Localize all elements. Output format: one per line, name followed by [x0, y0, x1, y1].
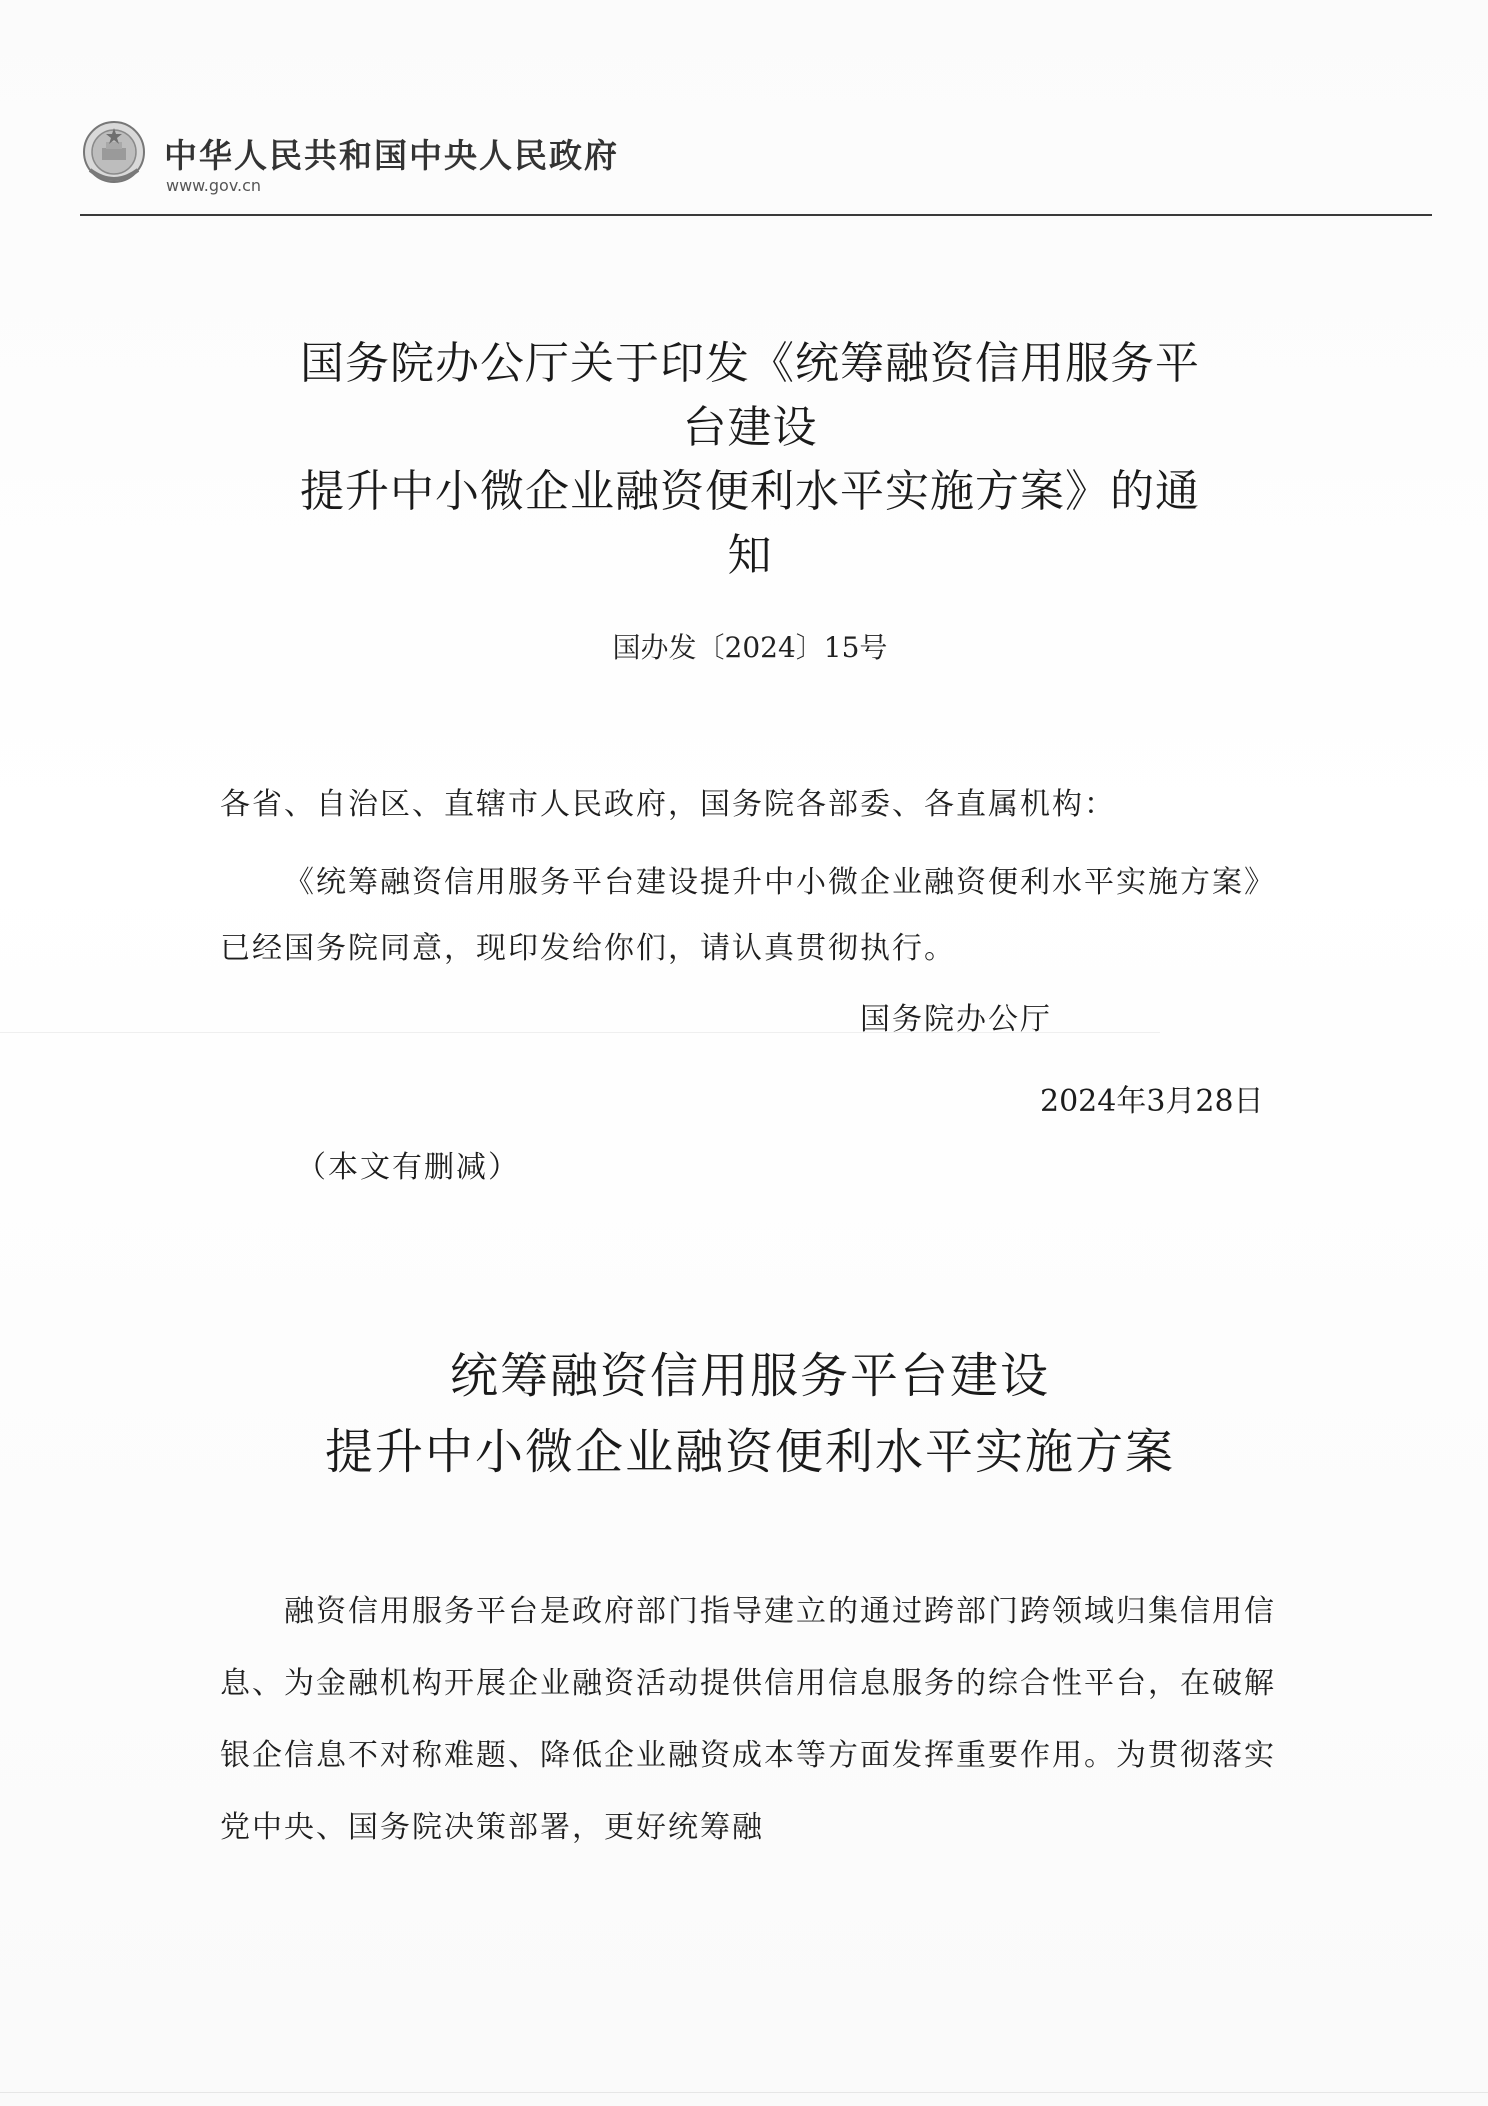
plan-title-line: 统筹融资信用服务平台建设 [449, 1348, 1050, 1404]
issue-date: 2024年3月28日 [1040, 1084, 1264, 1119]
notice-body: 《统筹融资信用服务平台建设提升中小微企业融资便利水平实施方案》已经国务院同意，现印发给你们，请认真贯彻执行。 [220, 865, 1276, 966]
abridged-note: （本文有删减） [296, 1150, 520, 1185]
addressee: 各省、自治区、直辖市人民政府，国务院各部委、各直属机构： [220, 787, 1116, 822]
plan-title-line: 提升中小微企业融资便利水平实施方案 [324, 1424, 1175, 1480]
header-divider [80, 214, 1432, 216]
scan-fold-line [0, 1032, 1160, 1033]
notice-title [220, 332, 1280, 588]
plan-intro: 融资信用服务平台是政府部门指导建立的通过跨部门跨领域归集信用信息、为金融机构开展企业融资活动提供信用信息服务的综合性平台，在破解银企信息不对称难题、降低企业融资成本等方面发挥重要作用。为贯彻落实党中央、国务院决策部署，更好统筹融 [220, 1594, 1276, 1845]
bottom-edge [0, 2092, 1488, 2093]
plan-title [220, 1338, 1280, 1490]
notice-title-line: 知 [727, 530, 773, 581]
document-number: 国办发〔2024〕15号 [612, 631, 888, 664]
site-url[interactable]: www.gov.cn [166, 176, 262, 195]
national-emblem-icon [80, 118, 148, 190]
notice-title-line: 国务院办公厅关于印发《统筹融资信用服务平 [300, 338, 1200, 389]
site-header [80, 118, 1440, 222]
notice-title-line: 台建设 [682, 402, 818, 453]
notice-title-line: 提升中小微企业融资便利水平实施方案》的通 [300, 466, 1200, 517]
issuer-signature: 国务院办公厅 [860, 1002, 1052, 1037]
site-name[interactable]: 中华人民共和国中央人民政府 [164, 136, 619, 175]
